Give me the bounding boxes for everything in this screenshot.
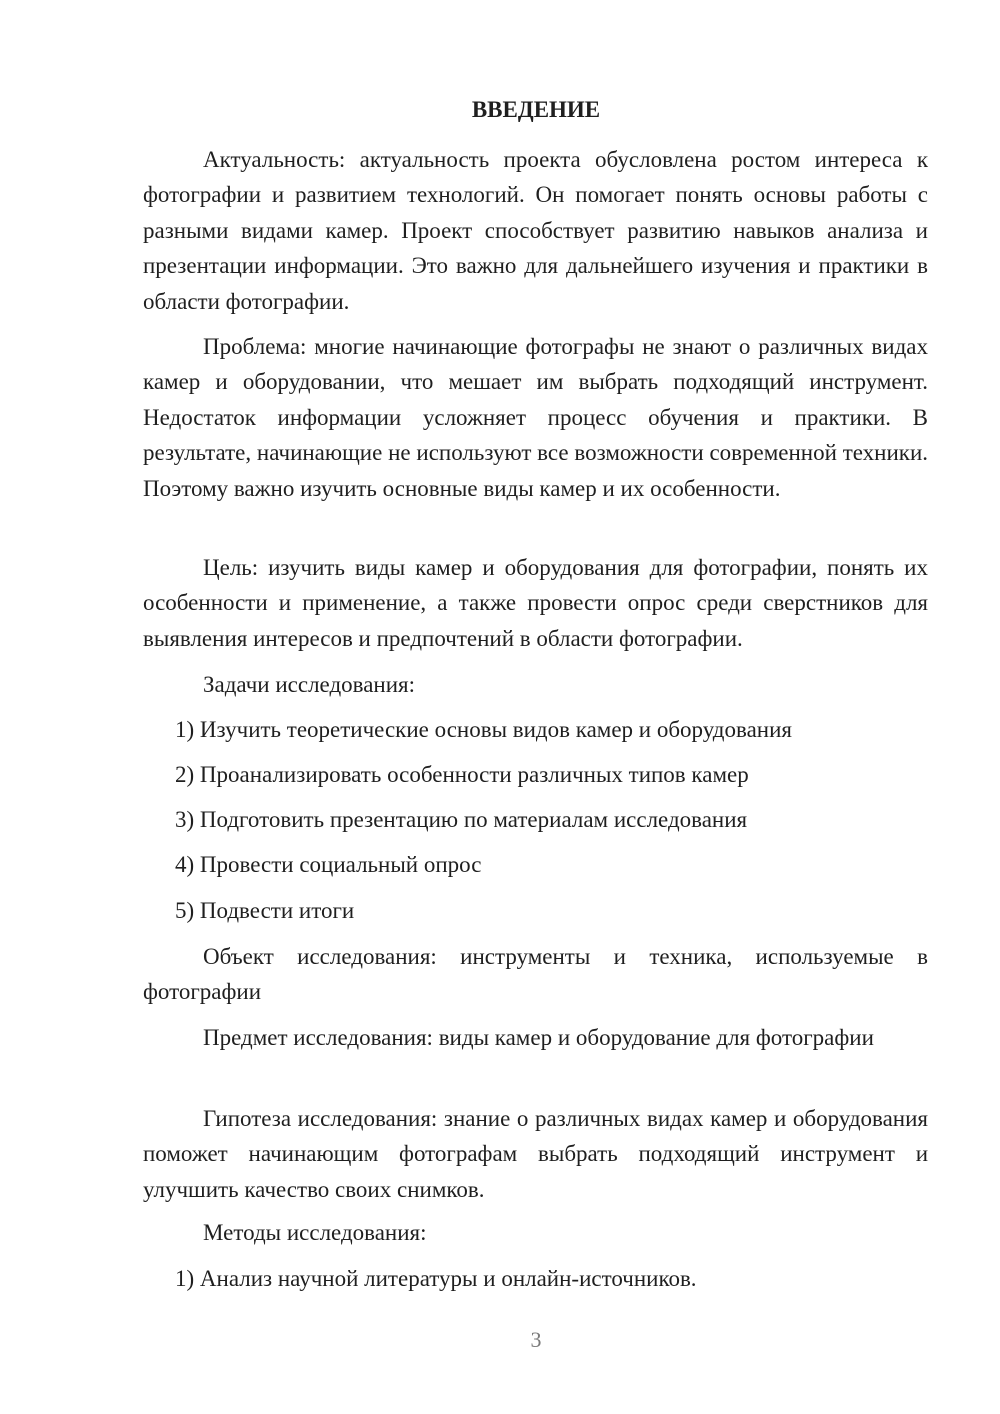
method-item-1: 1) Анализ научной литературы и онлайн-источников.	[175, 1266, 697, 1291]
object-paragraph: Объект исследования: инструменты и техника, используемые в фотографии	[143, 944, 928, 1005]
task-item-2: 2) Проанализировать особенности различных типов камер	[175, 762, 749, 787]
task-item-5: 5) Подвести итоги	[175, 898, 355, 923]
section-title: ВВЕДЕНИЕ	[471, 97, 601, 122]
problem-paragraph: Проблема: многие начинающие фотографы не знают о различных видах камер и оборудовании, что мешает им выбрать подходящий инструмент. Недостаток информации усложняет процесс обучения и практики. В результате, начинающие не используют все возможности современной техники. Поэтому важно изучить основные виды камер и их особенности.	[143, 334, 928, 501]
task-item-1: 1) Изучить теоретические основы видов камер и оборудования	[175, 717, 792, 742]
goal-paragraph: Цель: изучить виды камер и оборудования для фотографии, понять их особенности и применение, а также провести опрос среди сверстников для выявления интересов и предпочтений в области фотографии.	[143, 555, 928, 651]
methods-heading: Методы исследования:	[203, 1220, 427, 1245]
page-number: 3	[530, 1327, 542, 1352]
task-item-3: 3) Подготовить презентацию по материалам исследования	[175, 807, 748, 832]
subject-paragraph: Предмет исследования: виды камер и оборудование для фотографии	[203, 1025, 874, 1050]
hypothesis-paragraph: Гипотеза исследования: знание о различных видах камер и оборудования поможет начинающим фотографам выбрать подходящий инструмент и улучшить качество своих снимков.	[143, 1106, 928, 1202]
tasks-heading: Задачи исследования:	[203, 672, 416, 697]
relevance-paragraph: Актуальность: актуальность проекта обусловлена ростом интереса к фотографии и развитием технологий. Он помогает понять основы работы с разными видами камер. Проект способствует развитию навыков анализа и презентации информации. Это важно для дальнейшего изучения и практики в области фотографии.	[143, 147, 928, 314]
task-item-4: 4) Провести социальный опрос	[175, 852, 482, 877]
